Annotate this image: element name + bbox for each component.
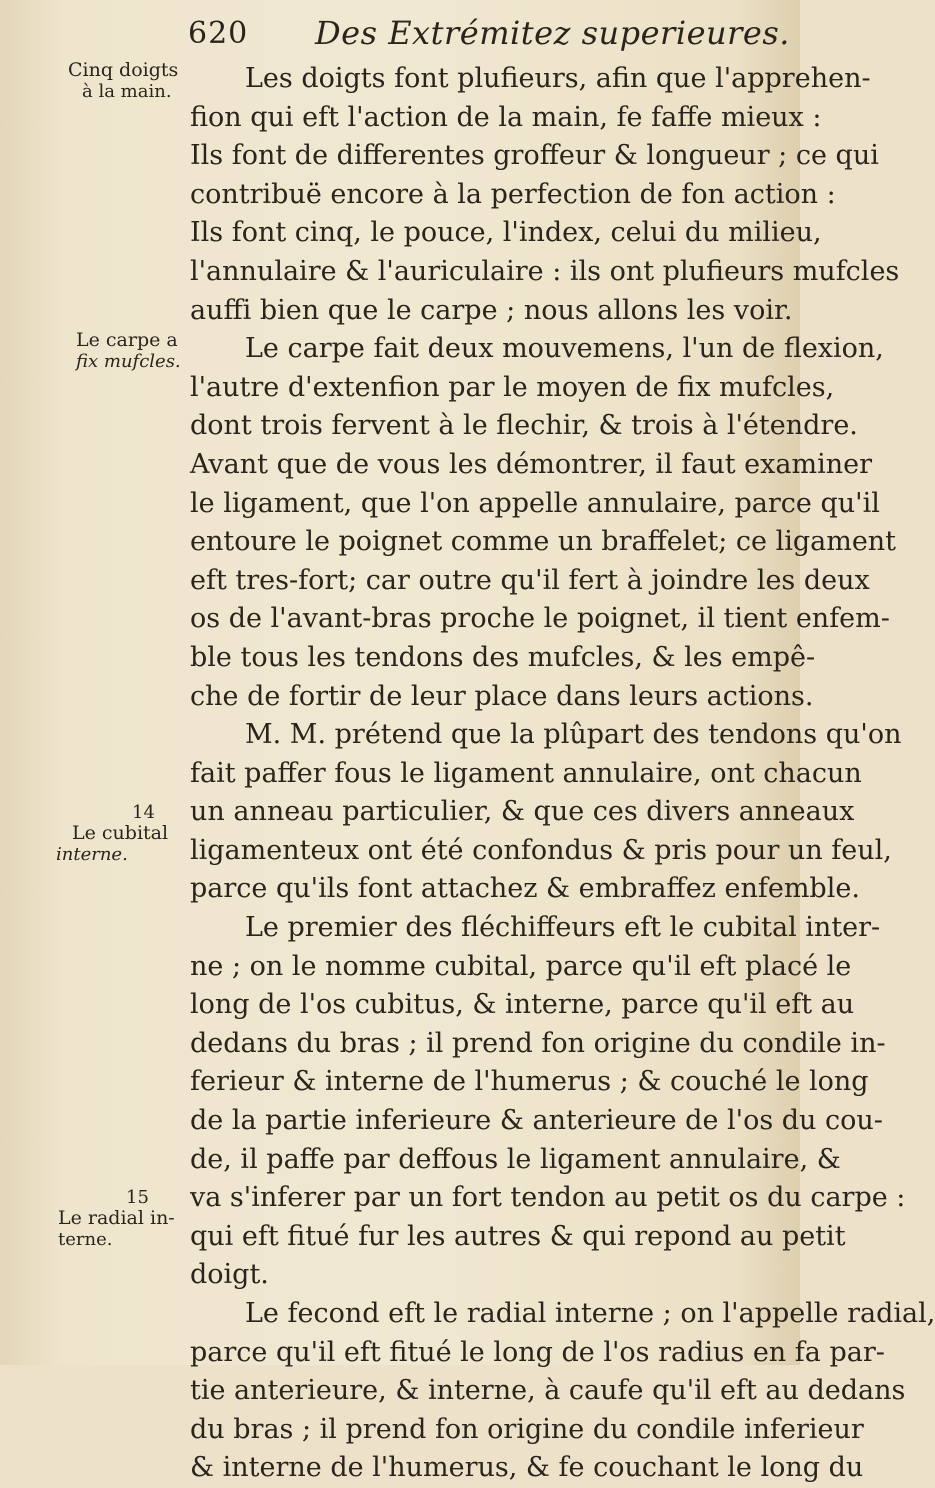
margin-note-line: Le carpe a bbox=[76, 329, 178, 351]
text-line: ne ; on le nomme cubital, parce qu'il eft placé le bbox=[190, 950, 852, 982]
margin-note-line: terne. bbox=[58, 1229, 113, 1250]
margin-note-line: Le radial in- bbox=[58, 1207, 175, 1229]
text-line: va s'inferer par un fort tendon au petit os du carpe : bbox=[190, 1182, 906, 1214]
body-text bbox=[190, 60, 935, 1488]
running-title: Des Extrémitez superieures. bbox=[315, 14, 790, 52]
text-line: ble tous les tendons des mufcles, & les empê- bbox=[190, 641, 816, 673]
text-line: dedans du bras ; il prend fon origine du condile in- bbox=[190, 1027, 886, 1059]
text-line: & interne de l'humerus, & fe couchant le long du bbox=[190, 1452, 864, 1484]
margin-note-cinq-doigts bbox=[68, 60, 178, 102]
margin-note-radial bbox=[58, 1208, 175, 1250]
margin-note-cubital bbox=[56, 823, 168, 865]
margin-note-number: 14 bbox=[132, 802, 155, 823]
text-line: l'annulaire & l'auriculaire : ils ont plufieurs mufcles bbox=[190, 255, 900, 287]
text-line: de la partie inferieure & anterieure de l'os du cou- bbox=[190, 1105, 883, 1137]
text-line: Le premier des fléchiffeurs eft le cubital inter- bbox=[245, 912, 881, 944]
text-line: Le fecond eft le radial interne ; on l'appelle radial, bbox=[245, 1298, 935, 1329]
margin-note-line: fix mufcles. bbox=[76, 351, 181, 372]
text-line: parce qu'il eft fitué le long de l'os radius en fa par- bbox=[190, 1336, 885, 1368]
text-line: long de l'os cubitus, & interne, parce qu'il eft au bbox=[190, 989, 855, 1021]
text-line: Ils font de differentes groffeur & longueur ; ce qui bbox=[190, 140, 879, 172]
text-line: entoure le poignet comme un braffelet; ce ligament bbox=[190, 526, 897, 558]
text-line: auffi bien que le carpe ; nous allons les voir. bbox=[190, 294, 793, 326]
text-line: eft tres-fort; car outre qu'il fert à joindre les deux bbox=[190, 564, 870, 596]
text-line: tie anterieure, & interne, à caufe qu'il eft au dedans bbox=[190, 1375, 906, 1407]
text-line: ferieur & interne de l'humerus ; & couché le long bbox=[190, 1066, 869, 1098]
text-line: un anneau particulier, & que ces divers anneaux bbox=[190, 796, 855, 828]
margin-note-carpe bbox=[76, 330, 181, 372]
text-line: fait paffer fous le ligament annulaire, ont chacun bbox=[190, 757, 862, 789]
text-line: che de fortir de leur place dans leurs actions. bbox=[190, 680, 814, 712]
text-line: ligamenteux ont été confondus & pris pour un feul, bbox=[190, 834, 892, 866]
text-line: du bras ; il prend fon origine du condile inferieur bbox=[190, 1413, 864, 1445]
page-number: 620 bbox=[188, 16, 249, 51]
text-line: Le carpe fait deux mouvemens, l'un de flexion, bbox=[245, 333, 884, 365]
margin-note-number: 15 bbox=[126, 1187, 149, 1208]
text-line: Avant que de vous les démontrer, il faut examiner bbox=[190, 448, 872, 480]
text-line: contribuë encore à la perfection de fon action : bbox=[190, 178, 836, 210]
margin-column bbox=[0, 0, 180, 1365]
text-line: os de l'avant-bras proche le poignet, il tient enfem- bbox=[190, 603, 890, 635]
text-line: M. M. prétend que la plûpart des tendons qu'on bbox=[245, 719, 902, 751]
text-line: Les doigts font plufieurs, afin que l'apprehen- bbox=[245, 63, 871, 94]
text-line: Ils font cinq, le pouce, l'index, celui du milieu, bbox=[190, 217, 822, 249]
text-line: de, il paffe par deffous le ligament annulaire, & bbox=[190, 1143, 841, 1175]
text-line: l'autre d'extenfion par le moyen de fix mufcles, bbox=[190, 371, 835, 403]
margin-note-line: Cinq doigts bbox=[68, 59, 179, 81]
text-line: le ligament, que l'on appelle annulaire, parce qu'il bbox=[190, 487, 880, 519]
text-line: parce qu'ils font attachez & embraffez enfemble. bbox=[190, 873, 860, 905]
text-line: dont trois fervent à le flechir, & trois à l'étendre. bbox=[190, 410, 858, 442]
margin-note-line: Le cubital bbox=[72, 822, 169, 844]
margin-note-line: à la main. bbox=[82, 81, 172, 102]
margin-note-line: interne. bbox=[56, 844, 128, 865]
text-line: qui eft fitué fur les autres & qui repond au petit bbox=[190, 1220, 846, 1252]
text-line: fion qui eft l'action de la main, fe faffe mieux : bbox=[190, 101, 822, 133]
text-line: doigt. bbox=[190, 1259, 269, 1291]
